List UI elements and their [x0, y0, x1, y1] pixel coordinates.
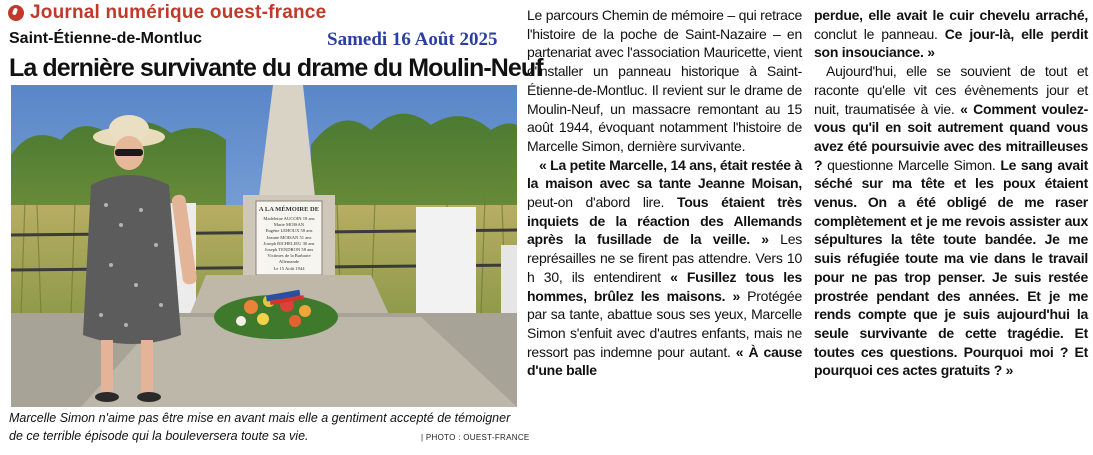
- plaque-name: Victimes de la Barbarie: [267, 253, 311, 259]
- body-text: peut-on d'abord lire.: [527, 194, 677, 211]
- quote-text: « À cause d'une balle: [527, 343, 802, 379]
- headline: La dernière survivante du drame du Moulin-Neuf: [9, 54, 543, 82]
- memorial-plaque: [256, 201, 322, 272]
- body-text: conclut le panneau.: [814, 25, 945, 42]
- plaque-name: Marie MOISAN: [273, 222, 305, 228]
- article-photo: [11, 85, 517, 407]
- quote-text: perdue, elle avait le cuir chevelu arraché,: [814, 7, 1088, 23]
- plaque-title: A LA MÉMOIRE DE: [258, 206, 320, 213]
- plaque-name: Joseph TENDRON 58 ans: [264, 247, 314, 253]
- date-label: Samedi 16 Août 2025: [327, 29, 498, 50]
- plaque-name: Allemande: [278, 259, 300, 265]
- quote-text: « Fusillez tous les hommes, brûlez les maisons. »: [527, 268, 802, 304]
- article-column-1: [527, 6, 802, 380]
- quote-text: « Comment voulez-vous qu'il en soit autrement quand vous avez été poursuivie avec des mitrailleuses ?: [814, 100, 1088, 173]
- article-paragraph: [814, 6, 1088, 62]
- location-label: Saint-Étienne-de-Montluc: [9, 30, 202, 47]
- quote-text: Le sang avait séché sur ma tête et les poux étaient venus. On a été obligé de me raser complètement et je me revois assister aux sépultures la tête toute bandée. Je me suis réfugiée toute ma vie dans le travail pour ne pas trop penser. Je suis restée prostrée pendant des années. Et je me rends compte que je suis aujourd'hui la seule survivante de cette tragédie. Et toutes ces questions. Pourquoi moi ? Et pourquoi ces actes gratuits ? »: [814, 156, 1088, 379]
- article-paragraph: [527, 156, 802, 380]
- publication-name: Journal numérique ouest-france: [30, 2, 327, 23]
- plaque-name: Eugène LEHOUX 58 ans: [265, 228, 313, 234]
- article-column-2: [814, 6, 1088, 380]
- plaque-name: Jeanne MOISAN 51 ans: [266, 234, 312, 240]
- photo-credit: | PHOTO : OUEST-FRANCE: [421, 433, 530, 442]
- article-paragraph: [814, 62, 1088, 380]
- quote-text: « La petite Marcelle, 14 ans, était restée à la maison avec sa tante Jeanne Moisan,: [527, 156, 802, 192]
- quote-text: Tous étaient très inquiets de la réaction des Allemands après la fusillade de la veille. »: [527, 194, 802, 248]
- plaque-name: Le 15 Août 1944: [273, 265, 305, 271]
- body-text: Aujourd'hui, elle se souvient de tout et raconte qu'elle vit ces évènements jour et nuit, traumatisée à vie.: [814, 63, 1088, 117]
- quote-text: Ce jour-là, elle perdit son insouciance. »: [814, 25, 1088, 61]
- plaque-name: Joseph RICHELIEU 30 ans: [263, 240, 315, 246]
- plaque-name: Madeleine AUCOIN 18 ans: [263, 216, 315, 221]
- body-text: Les représailles ne se firent pas attendre. Vers 10 h 30, ils entendirent: [527, 231, 802, 285]
- body-text: Protégée par sa tante, abattue sous ses yeux, Marcelle Simon s'enfuit avec d'autres enfants, mais ne ressort pas indemne pour autant.: [527, 287, 802, 360]
- photo-caption: Marcelle Simon n'aime pas être mise en avant mais elle a gentiment accepté de témoigner de ce terrible épisode qui la bouleversera toute sa vie.: [9, 411, 511, 443]
- publication-banner: [8, 2, 326, 24]
- body-text: questionne Marcelle Simon.: [822, 156, 1001, 173]
- ouest-france-logo-icon: [8, 5, 24, 21]
- article-paragraph: Le parcours Chemin de mémoire – qui retrace l'histoire de la poche de Saint-Nazaire – en partenariat avec l'association Mauricette, vient d'installer un panneau historique à Saint-Étienne-de-Montluc. Il revient sur le drame de Moulin-Neuf, un massacre remontant au 15 août 1944, évoquant notamment l'histoire de Marcelle Simon, dernière survivante.: [527, 7, 802, 154]
